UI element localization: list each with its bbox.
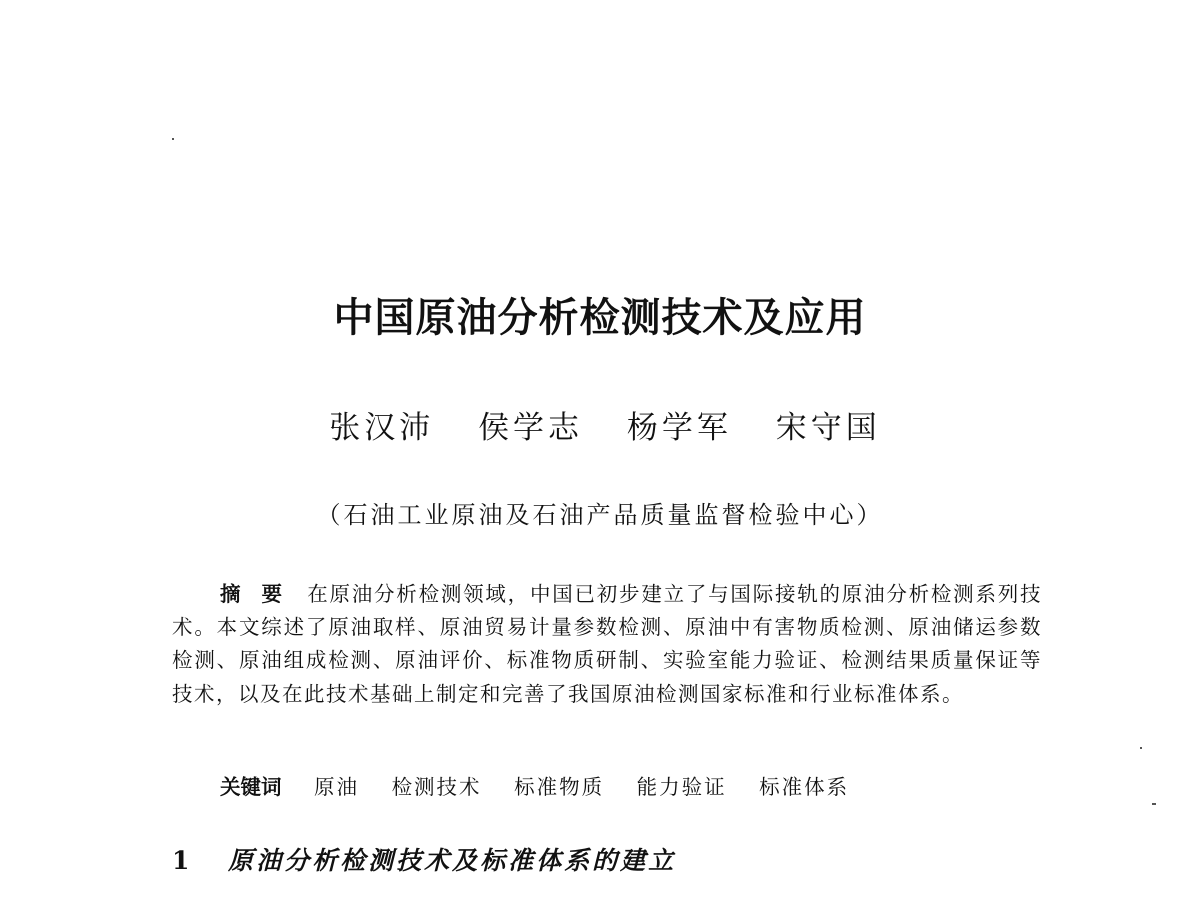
affiliation: （石油工业原油及石油产品质量监督检验中心） [316,501,884,529]
keywords-label: 关键词 [220,775,282,799]
scan-speck [172,138,174,140]
section-number: 1 [172,846,190,875]
scan-speck [1140,747,1142,749]
section-title: 原油分析检测技术及标准体系的建立 [228,846,677,875]
abstract-text: 在原油分析检测领域，中国已初步建立了与国际接轨的原油分析检测系列技术。本文综述了原油取样、原油贸易计量参数检测、原油中有害物质检测、原油储运参数检测、原油组成检测、原油评价、标准物质研制、实验室能力验证、检测结果质量保证等技术，以及在此技术基础上制定和完善了我国原油检测国家标准和行业标准体系。 [172,582,1042,706]
paper-title: 中国原油分析检测技术及应用 [333,295,867,341]
section-heading [172,843,676,879]
keyword: 能力验证 [636,775,727,799]
author-name: 侯学志 [478,410,584,446]
abstract-label: 摘 要 [220,582,283,606]
keyword: 原油 [314,775,360,799]
scan-speck [1152,803,1156,805]
author-list [0,408,1200,448]
keyword: 标准体系 [759,775,850,799]
author-name: 杨学军 [626,410,732,446]
keyword: 检测技术 [391,775,482,799]
author-name: 张汉沛 [329,410,435,446]
keywords [220,772,875,802]
abstract [172,578,1042,711]
keyword: 标准物质 [514,775,605,799]
author-name: 宋守国 [775,410,881,446]
